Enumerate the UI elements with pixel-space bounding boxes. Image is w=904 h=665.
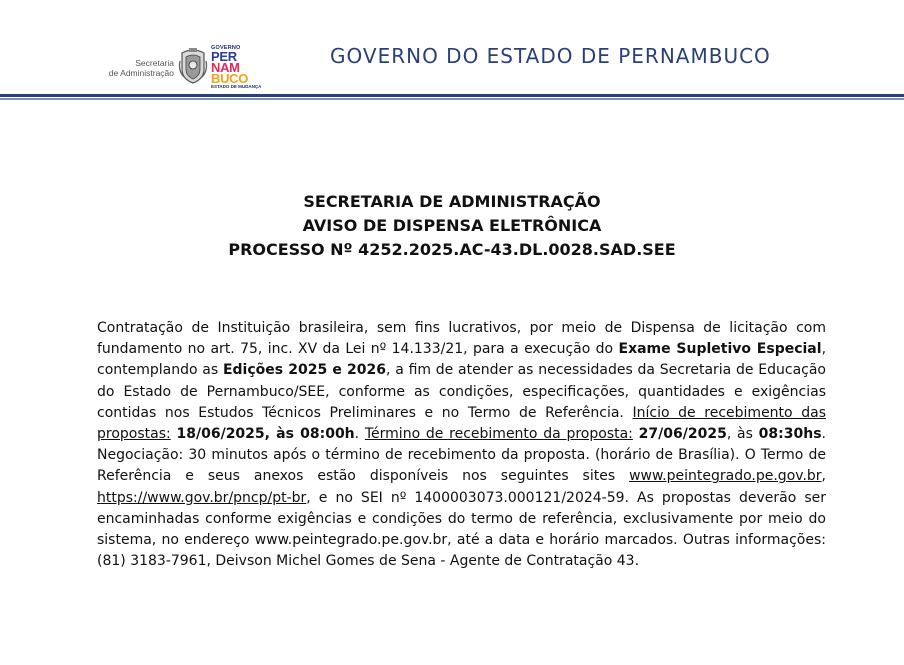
brand-word2: NAM [211,60,240,75]
link-pncp[interactable]: https://www.gov.br/pncp/pt-br [97,489,307,506]
body-text-9: , [821,468,826,485]
secretaria-line2: de Administração [108,68,174,78]
header-divider [0,94,904,97]
body-text-5: . [354,426,365,443]
notice-titles [0,190,904,262]
body-underline-2: Término de recebimento da proposta: [364,426,633,443]
secretaria-label [100,58,174,78]
body-text-3: , a fim de atender as necessidades da Secretaria de Educação do Estado de Pernambuco/SEE, conforme as condições, especificações, quantidades e exigências contidas nos Estudos Técnicos Preliminares e no Termo de Referência. [97,362,826,421]
header-title: GOVERNO DO ESTADO DE PERNAMBUCO [330,44,771,68]
body-bold-5: 08:30hs [758,426,822,443]
brand-gov: GOVERNO [211,45,241,51]
coat-of-arms-icon [178,47,208,85]
title-line1: SECRETARIA DE ADMINISTRAÇÃO [303,192,601,211]
body-text-8: . Negociação: 30 minutos após o término de recebimento da proposta. (horário de Brasília). O Termo de Referência e seus anexos estão disponíveis nos seguintes sites [97,426,826,485]
brand-tagline: ESTADO DE MUDANÇA [211,84,262,89]
body-bold-4: 27/06/2025 [638,426,727,443]
logo-block [100,42,270,92]
link-peintegrado[interactable]: www.peintegrado.pe.gov.br [629,468,822,485]
pernambuco-brand-logo [211,45,267,90]
title-line3: PROCESSO Nº 4252.2025.AC-43.DL.0028.SAD.SEE [228,240,676,259]
secretaria-line1: Secretaria [135,58,174,68]
body-bold-2: Edições 2025 e 2026 [222,362,387,379]
body-bold-3: 18/06/2025, às 08:00h [176,426,355,443]
body-text-7: , às [726,426,759,443]
body-text-10: , e no SEI nº 1400003073.000121/2024-59. As propostas deverão ser encaminhadas conforme exigências e condições do termo de referência, exclusivamente por meio do sistema, no endereço www.peintegrado.pe.gov.br, até a data e horário marcados. Outras informações: (81) 3183-7961, Deivson Michel Gomes de Sena - Agente de Contratação 43. [97,489,826,570]
body-text-2: , contemplando as [97,341,827,379]
body-underline-1: Início de recebimento das propostas: [97,404,826,443]
body-text-1: Contratação de Instituição brasileira, sem fins lucrativos, por meio de Dispensa de licitação com fundamento no art. 75, inc. XV da Lei nº 14.133/21, para a execução do [97,320,826,358]
page-header [0,0,904,104]
brand-word3: BUCO [211,71,249,86]
brand-word1: PER [211,49,237,64]
body-bold-1: Exame Supletivo Especial [618,341,822,358]
header-divider-secondary [0,98,904,100]
notice-body [97,318,826,572]
title-line2: AVISO DE DISPENSA ELETRÔNICA [302,216,602,235]
